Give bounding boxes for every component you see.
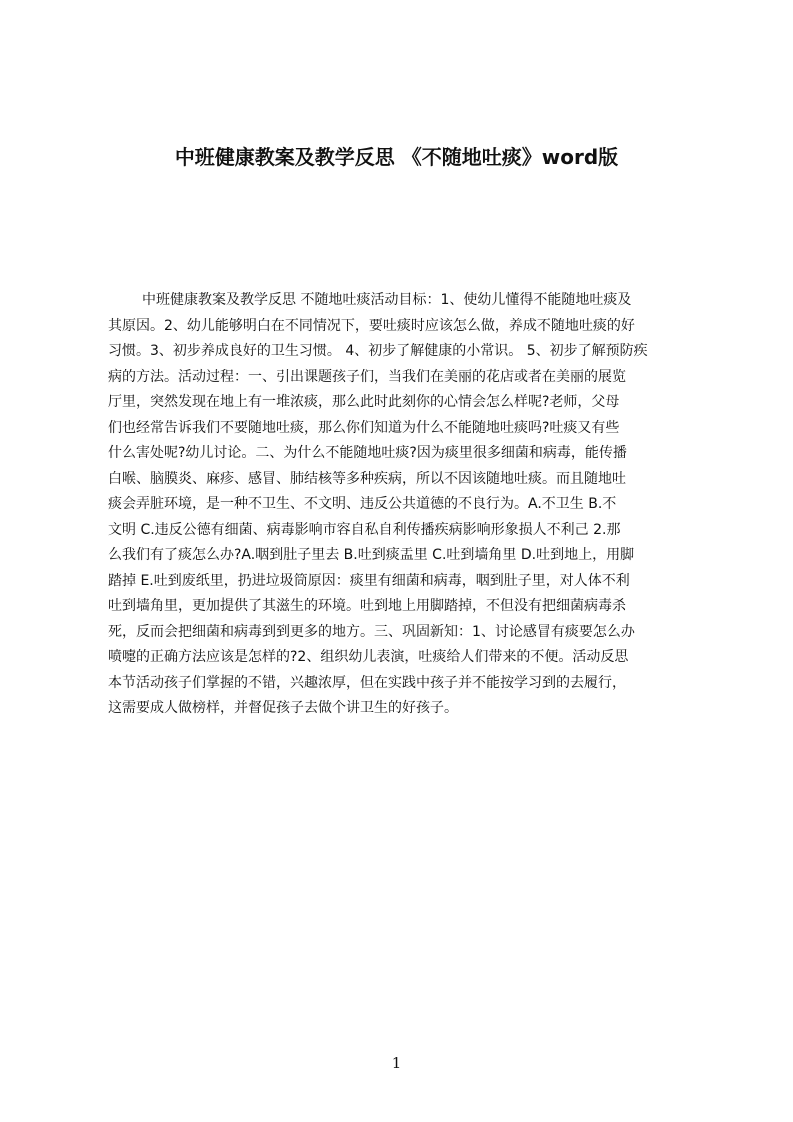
body-line: 其原因。2、幼儿能够明白在不同情况下，要吐痰时应该怎么做，养成不随地吐痰的好 — [108, 317, 635, 334]
body-line: 病的方法。活动过程：一、引出课题孩子们，当我们在美丽的花店或者在美丽的展览 — [108, 368, 626, 385]
body-line: 踏掉 E.吐到废纸里，扔进垃圾筒原因：痰里有细菌和病毒，咽到肚子里，对人体不利 — [108, 572, 630, 589]
body-line: 本节活动孩子们掌握的不错，兴趣浓厚，但在实践中孩子并不能按学习到的去履行， — [108, 674, 626, 691]
document-title: 中班健康教案及教学反思 《不随地吐痰》word版 — [174, 145, 619, 169]
body-line: 厅里，突然发现在地上有一堆浓痰，那么此时此刻你的心情会怎么样呢?老师，父母 — [108, 394, 620, 410]
body-line: 这需要成人做榜样，并督促孩子去做个讲卫生的好孩子。 — [108, 700, 458, 716]
body-line: 们也经常告诉我们不要随地吐痰，那么你们知道为什么不能随地吐痰吗?吐痰又有些 — [108, 419, 620, 436]
body-line: 白喉、脑膜炎、麻疹、感冒、肺结核等多种疾病，所以不因该随地吐痰。而且随地吐 — [108, 470, 626, 487]
body-line: 中班健康教案及教学反思 不随地吐痰活动目标：1、使幼儿懂得不能随地吐痰及 — [142, 292, 632, 308]
body-line: 文明 C.违反公德有细菌、病毒影响市容自私自利传播疾病影响形象损人不利己 2.那 — [108, 521, 621, 538]
body-line: 吐到墙角里，更加提供了其滋生的环境。吐到地上用脚踏掉，不但没有把细菌病毒杀 — [108, 598, 626, 614]
body-line: 喷嚏的正确方法应该是怎样的?2、组织幼儿表演，吐痰给人们带来的不便。活动反思 — [108, 649, 629, 665]
body-line: 么我们有了痰怎么办?A.咽到肚子里去 B.吐到痰盂里 C.吐到墙角里 D.吐到地上，用脚 — [108, 547, 635, 563]
body-line: 习惯。3、初步养成良好的卫生习惯。 4、初步了解健康的小常识。 5、初步了解预防疾 — [108, 343, 648, 359]
document-body — [108, 288, 698, 748]
page-number: 1 — [391, 1054, 402, 1072]
body-line: 什么害处呢?幼儿讨论。二、为什么不能随地吐痰?因为痰里很多细菌和病毒，能传播 — [108, 445, 627, 461]
body-line: 死，反而会把细菌和病毒到到更多的地方。三、巩固新知：1、讨论感冒有痰要怎么办 — [108, 623, 635, 640]
body-line: 痰会弄脏环境，是一种不卫生、不文明、违反公共道德的不良行为。A.不卫生 B.不 — [108, 496, 617, 512]
